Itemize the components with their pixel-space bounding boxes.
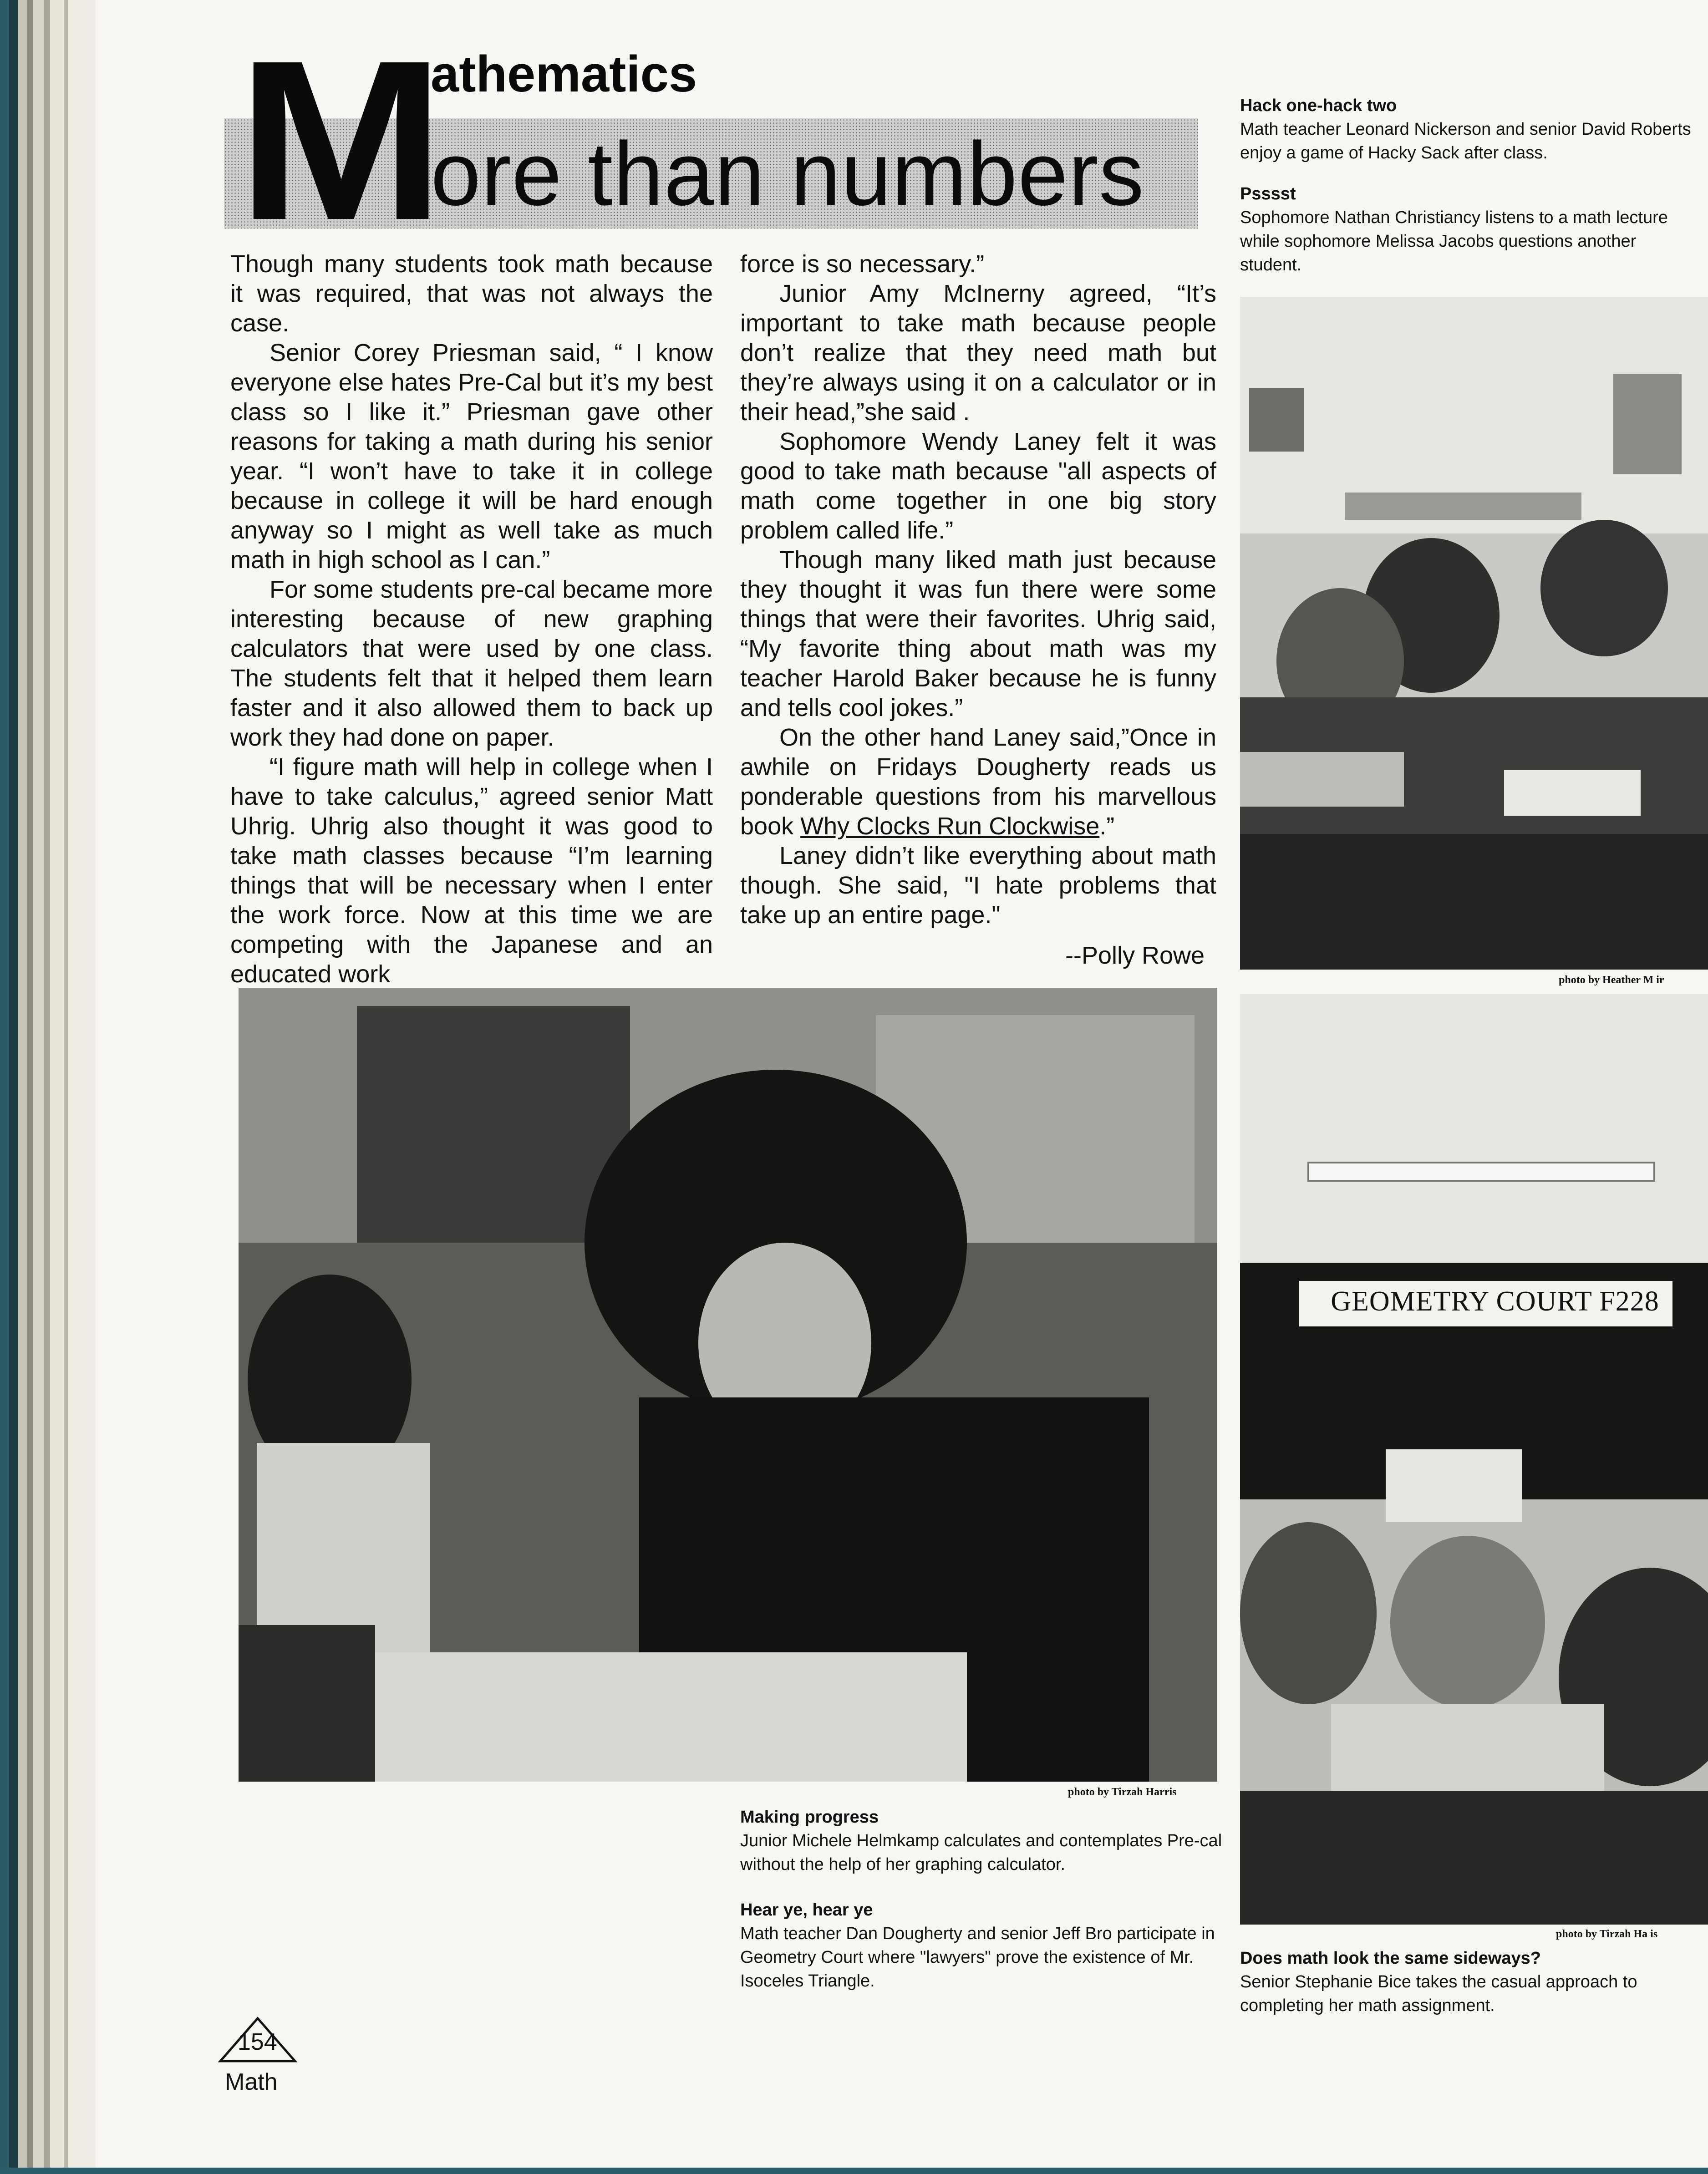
caption-heading: Hear ye, hear ye bbox=[740, 1900, 873, 1920]
page-folio bbox=[217, 2016, 299, 2095]
photo-classroom-image bbox=[1240, 297, 1708, 970]
paragraph: Laney didn’t like everything about math though. She said, "I hate problems that take up an entire page." bbox=[740, 842, 1216, 929]
paragraph: Though many liked math just because they thought it was fun there were some things that were their favorites. Uhrig said, “My favorite thing about math was my teacher Harold Baker because he is funny and tells cool jokes.” bbox=[740, 546, 1216, 721]
caption-text: Senior Stephanie Bice takes the casual approach to completing her math assignment. bbox=[1240, 1972, 1637, 2015]
paragraph-text: On the other hand Laney said,”Once in awhile on Fridays Dougherty reads us ponderable questions from his marvellous book bbox=[740, 724, 1216, 840]
paragraph: Senior Corey Priesman said, “ I know everyone else hates Pre-Cal but it’s my best class so I like it.” Priesman gave other reasons for taking a math during his senior year. “I won’t have to take it in college because in college it will be hard enough anyway so I might as well take as much math in high school as I can.” bbox=[230, 339, 713, 574]
caption-text: Math teacher Leonard Nickerson and senior David Roberts enjoy a game of Hacky Sack after class. bbox=[1240, 120, 1691, 163]
paragraph: For some students pre-cal became more interesting because of new graphing calculators that were used by one class. The students felt that it helped them learn faster and it also allowed them to back up work they had done on paper. bbox=[230, 576, 713, 751]
page-edge bbox=[0, 2168, 1708, 2174]
paragraph bbox=[740, 723, 1216, 841]
folio-section: Math bbox=[225, 2069, 278, 2095]
photo-main-image bbox=[239, 988, 1217, 1782]
photo-credit: photo by Tirzah Ha is bbox=[1556, 1928, 1658, 1940]
caption-sideways bbox=[1240, 1946, 1700, 2017]
caption-text: Math teacher Dan Dougherty and senior Jeff Bro participate in Geometry Court where "lawyers" prove the existence of Mr. Isoceles Triangle. bbox=[740, 1924, 1215, 1991]
photo-credit: photo by Tirzah Harris bbox=[1068, 1786, 1177, 1798]
article-column-1 bbox=[230, 249, 713, 989]
paragraph: force is so necessary.” bbox=[740, 250, 985, 278]
paragraph: Though many students took math because it was required, that was not always the case. bbox=[230, 250, 713, 337]
photo-geometry-image bbox=[1240, 994, 1708, 1925]
caption-text: Junior Michele Helmkamp calculates and contemplates Pre-cal without the help of her graphing calculator. bbox=[740, 1831, 1222, 1874]
book-binding bbox=[0, 0, 96, 2174]
caption-hack bbox=[1240, 94, 1700, 165]
article-column-2 bbox=[740, 249, 1216, 930]
book-title: Why Clocks Run Clockwise bbox=[800, 813, 1100, 840]
page-number: 154 bbox=[238, 2029, 277, 2055]
caption-heading: Hack one-hack two bbox=[1240, 96, 1397, 115]
caption-making-progress bbox=[740, 1805, 1223, 1876]
caption-text: Sophomore Nathan Christiancy listens to a math lecture while sophomore Melissa Jacobs questions another student. bbox=[1240, 208, 1668, 274]
paragraph: Junior Amy McInerny agreed, “It’s important to take math because people don’t realize that they need math but they’re always using it on a calculator or in their head,”she said . bbox=[740, 280, 1216, 426]
paragraph-text: .” bbox=[1099, 813, 1115, 840]
photo-credit: photo by Heather M ir bbox=[1559, 974, 1664, 986]
caption-heading: Psssst bbox=[1240, 184, 1296, 203]
byline: --Polly Rowe bbox=[1065, 942, 1205, 969]
photo-classroom bbox=[1240, 297, 1708, 970]
page-subtitle: ore than numbers bbox=[431, 123, 1144, 224]
section-title: athematics bbox=[431, 46, 697, 102]
photo-geometry-court bbox=[1240, 994, 1708, 1925]
caption-pssst bbox=[1240, 182, 1700, 277]
caption-heading: Making progress bbox=[740, 1808, 879, 1827]
paragraph: Sophomore Wendy Laney felt it was good to take math because "all aspects of math come together in one big story problem called life.” bbox=[740, 428, 1216, 544]
geometry-court-sign: GEOMETRY COURT F228 bbox=[1331, 1286, 1659, 1317]
caption-hear-ye bbox=[740, 1898, 1223, 1993]
paragraph: “I figure math will help in college when I have to take calculus,” agreed senior Matt Uhrig. Uhrig also thought it was good to take math classes because “I’m learning things that will be necessary when I enter the work force. Now at this time we are competing with the Japanese and an educated work bbox=[230, 753, 713, 988]
drop-letter: M bbox=[237, 13, 441, 267]
caption-heading: Does math look the same sideways? bbox=[1240, 1949, 1541, 1968]
photo-making-progress bbox=[239, 988, 1217, 1782]
